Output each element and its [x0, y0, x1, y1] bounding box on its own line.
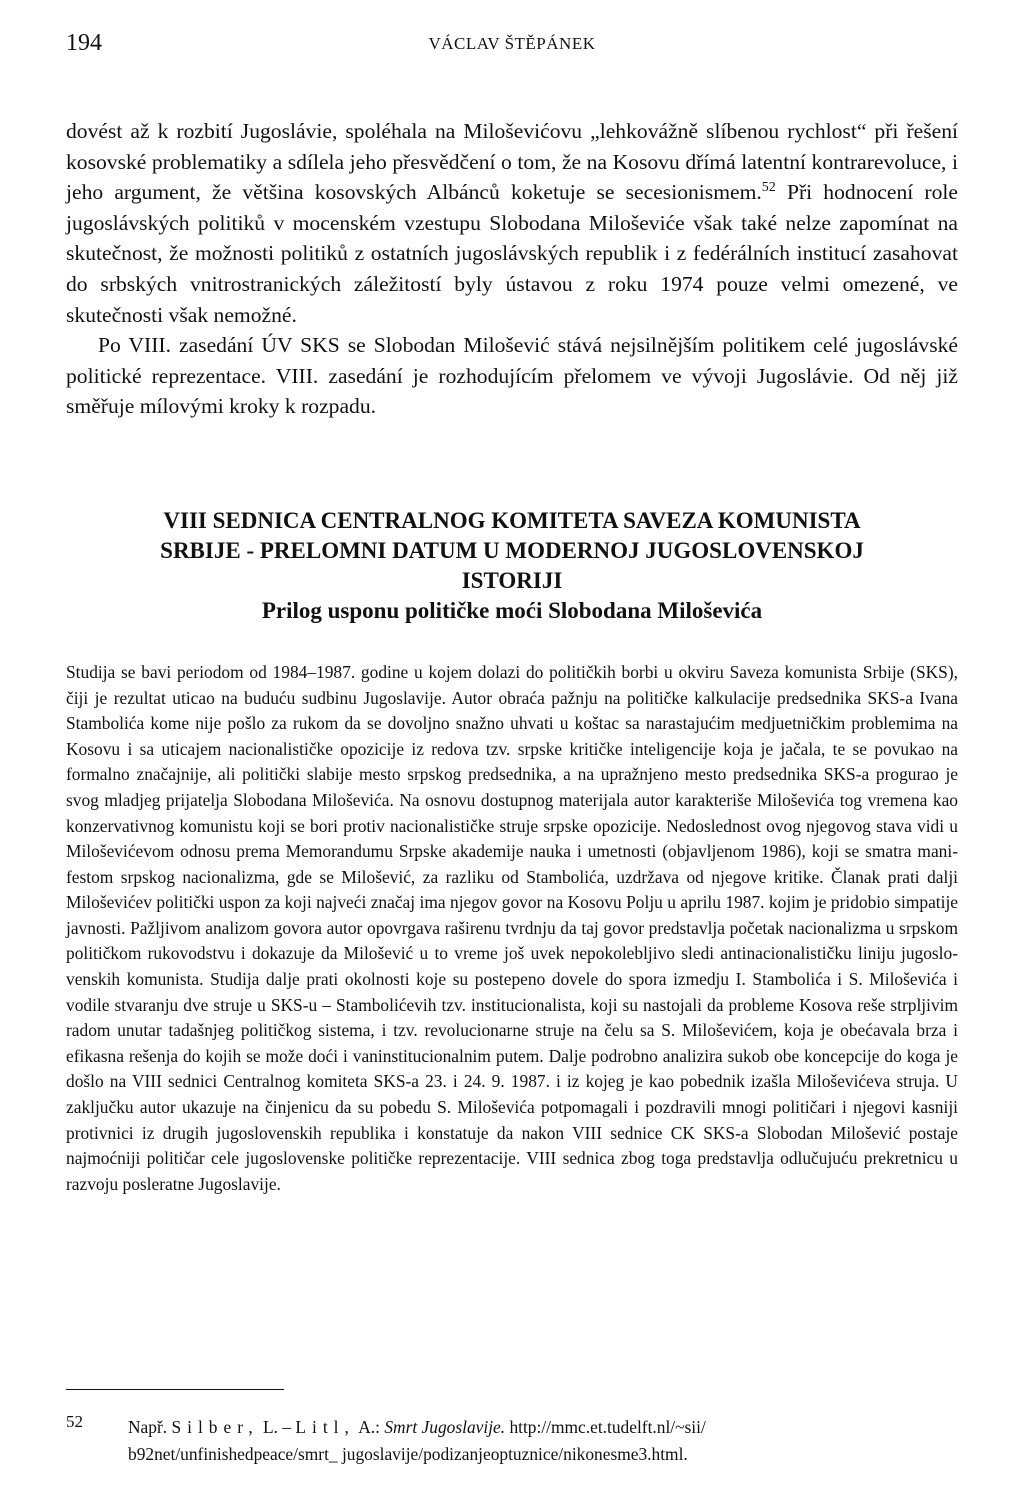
footnote-author-2: Litl,: [295, 1417, 355, 1437]
summary-heading-line-2: SRBIJE - PRELOMNI DATUM U MODERNOJ JUGOSLOVENSKOJ: [160, 537, 864, 563]
running-title: VÁCLAV ŠTĚPÁNEK: [428, 34, 596, 53]
page: [66, 30, 958, 1197]
footnote-author-2-initial: A.:: [354, 1417, 385, 1437]
footnote-title: Smrt Jugoslavije.: [384, 1417, 506, 1437]
footnote-text: [128, 1414, 958, 1468]
body-paragraph-2: Po VIII. zasedání ÚV SKS se Slobodan Milošević stává nejsilnějším politikem celé jugoslávské politické reprezentace. VIII. zasedání je rozhodujícím přelomem ve vývoji Jugoslávie. Od něj již směřuje mílovými kroky k rozpadu.: [66, 333, 958, 419]
footnote-author-1-initial: L. –: [258, 1417, 296, 1437]
footnote-url-line-1[interactable]: http://mmc.et.tudelft.nl/~sii/: [505, 1417, 706, 1437]
summary-subheading: Prilog usponu političke moći Slobodana Miloševića: [261, 597, 763, 623]
footnote-number: 52: [66, 1412, 83, 1431]
body-paragraph-1: [66, 116, 958, 330]
body-paragraph-1-text: dovést až k rozbití Jugoslávie, spoléhala na Miloševićovu „lehkovážně slíbenou rychlost“ při řešení kosovské problematiky a sdílela jeho přesvědčení o tom, že na Kosovu dřímá latentní kontrarevoluce, i jeho argument, že většina kosovských Albánců koketuje se secesionismem.: [66, 119, 958, 205]
footnote-rule: [66, 1389, 284, 1390]
page-number: 194: [66, 30, 102, 56]
summary-heading: [66, 506, 958, 596]
footnote: [66, 1414, 958, 1468]
summary-heading-line-3: ISTORIJI: [461, 567, 563, 593]
footnote-prefix: Např.: [128, 1417, 172, 1437]
footnote-reference[interactable]: 52: [761, 180, 776, 196]
body-text: [66, 116, 958, 422]
summary-block: [66, 506, 958, 1197]
footnote-url-line-2[interactable]: b92net/unfinishedpeace/smrt_ jugoslavije/podizanjeoptuznice/nikonesme3.html.: [128, 1444, 688, 1464]
footnote-author-1: Silber,: [171, 1417, 259, 1437]
running-head: [66, 30, 958, 64]
summary-text: Studija se bavi periodom od 1984–1987. godine u kojem dolazi do političkih borbi u okviru Saveza komunista Srbije (SKS), čiji je rezultat uticao na buduću sudbinu Jugoslavije. Autor obraća pažnju na političke kalkulacije predsednika SKS-a Ivana Stambolića kome nije pošlo za rukom da se dovoljno snažno uhvati u koštac sa narastajućim medjuetničkim problemima na Kosovu i sa uticajem nacionalističke opozicije iz redova tzv. srpske kritičke inteligencije koja je jačala, te se povukao na formalno značajnije, ali politički slabije mesto srpskog predsednika, a na upražnjeno mesto predsednika SKS-a progurao je svog mladjeg prijatelja Slobodana Miloševića. Na osnovu dostupnog materijala autor karakteriše Miloševića tog vremena kao konzervativnog komunistu koji se bori protiv nacionalističke struje srpske opozicije. Nedoslednost ovog njegovog stava vidi u Miloševićevom odnosu prema Memorandumu Srpske akademije nauka i umetnosti (objavljenom 1986), koji se smatra manifestom srpskog nacionalizma, gde se Milošević, za razliku od Stambolića, uzdržava od njegove kritike. Članak prati dalji Miloševićev politički uspon za koji najveći značaj ima njegov govor na Kosovu Polju u aprilu 1987. kojim je pridobio simpatije javnosti. Pažljivom analizom govora autor opovrgava raširenu tvrdnju da taj govor predstavlja početak nacionalizma u srpskom političkom rukovodstvu i dokazuje da Milošević u to vreme još uvek nepokolebljivo sledi antinacionalističku liniju jugoslovenskih komunista. Studija dalje prati okolnosti koje su postepeno dovele do spora izmedju I. Stambolića i S. Miloševića i vodile stvaranju dve struje u SKS-u – Stambolićevih tzv. institucionalista, koji su nastojali da probleme Kosova reše strpljivim radom unutar tadašnjeg političkog sistema, i tzv. revolucionarne struje na čelu sa S. Miloševićem, koja je obećavala brza i efikasna rešenja do kojih se može doći i vaninstitucionalnim putem. Dalje podrobno analizira sukob obe koncepcije do koga je došlo na VIII sednici Centralnog komiteta SKS-a 23. i 24. 9. 1987. i iz kojeg je kao pobednik izašla Miloševićeva struja. U zaključku autor ukazuje na činjenicu da su pobedu S. Miloševića potpomagali i pozdravili mnogi političari i njegovi kasniji protivnici iz drugih jugoslovenskih republika i konstatuje da nakon VIII sednice CK SKS-a Slobodan Milošević postaje najmoćniji političar cele jugoslovenske političke reprezentacije. VIII sednica zbog toga predstavlja odlučujuću prekretnicu u razvoju posleratne Jugoslavije.: [66, 661, 958, 1194]
body-paragraph-1-continuation: Při hodnocení role jugoslávských politiků v mocenském vzestupu Slobodana Miloševiće však také nelze zapomínat na skutečnost, že možnosti politiků z ostatních jugoslávských republik i z fedérálních institucí zasahovat do srbských vnitrostranických záležitostí byly ústavou z roku 1974 pouze velmi omezené, ve skutečnosti však nemožné.: [66, 180, 958, 327]
summary-heading-line-1: VIII SEDNICA CENTRALNOG KOMITETA SAVEZA KOMUNISTA: [163, 507, 861, 533]
